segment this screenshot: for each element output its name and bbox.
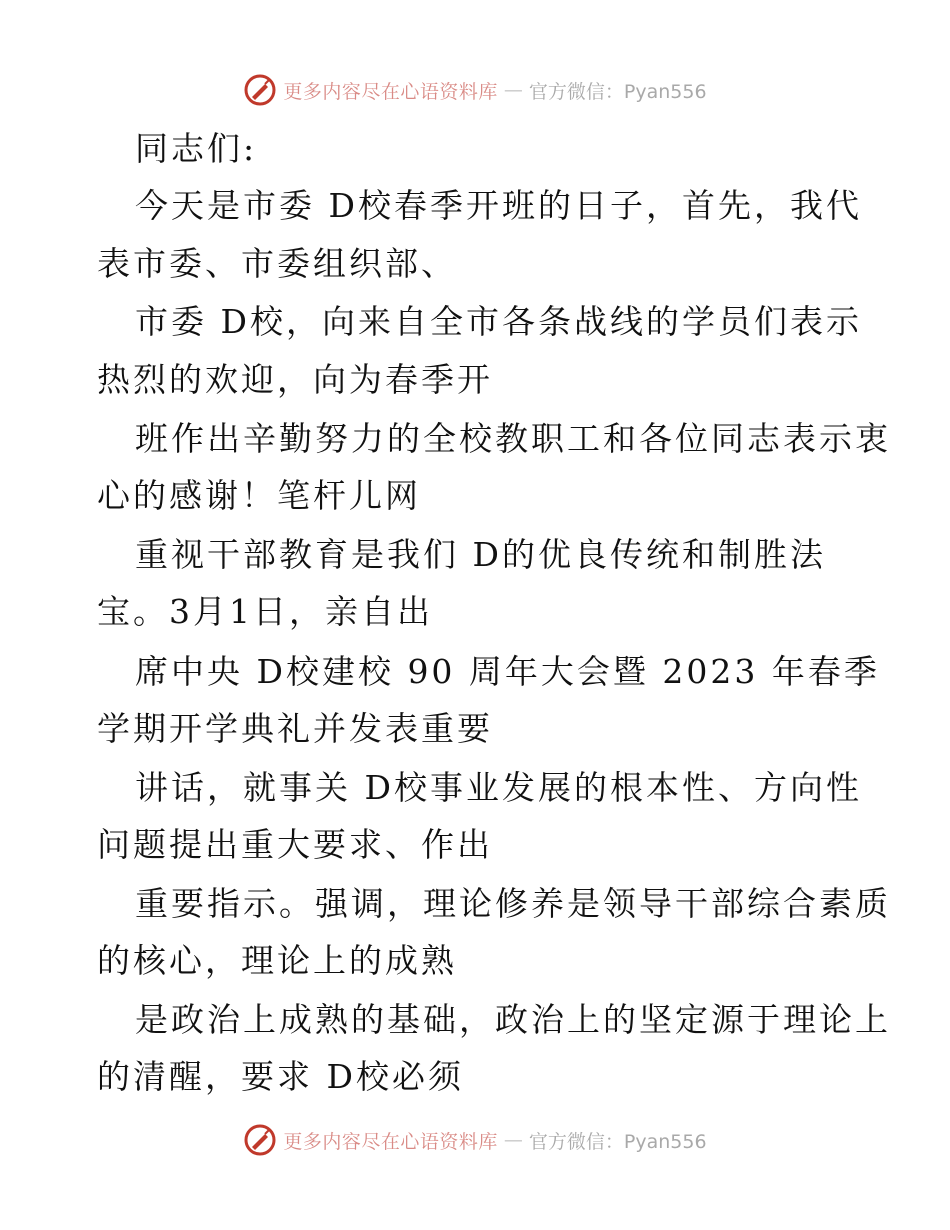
body-line: 的核心，理论上的成熟 — [97, 941, 457, 980]
body-line: 问题提出重大要求、作出 — [97, 825, 493, 864]
body-line: 宝。3月1日，亲自出 — [97, 592, 433, 631]
watermark-brand: 更多内容尽在心语资料库 — [283, 1130, 498, 1153]
pen-circle-icon — [243, 73, 277, 107]
watermark-separator: — — [503, 79, 523, 101]
header-watermark — [0, 72, 950, 108]
watermark-wechat: 官方微信：Pyan556 — [528, 80, 707, 103]
pen-circle-icon — [243, 1123, 277, 1157]
body-line: 讲话，就事关 D校事业发展的根本性、方向性 — [135, 768, 862, 807]
body-line: 是政治上成熟的基础，政治上的坚定源于理论上 — [135, 1000, 891, 1039]
watermark-separator: — — [503, 1129, 523, 1151]
body-line: 重视干部教育是我们 D的优良传统和制胜法 — [135, 535, 826, 574]
body-line: 重要指示。强调，理论修养是领导干部综合素质 — [135, 884, 891, 923]
watermark-wechat: 官方微信：Pyan556 — [528, 1130, 707, 1153]
body-line: 学期开学典礼并发表重要 — [97, 709, 493, 748]
body-line: 表市委、市委组织部、 — [97, 244, 457, 283]
body-line: 热烈的欢迎，向为春季开 — [97, 360, 493, 399]
body-line: 同志们: — [135, 129, 258, 168]
body-line: 席中央 D校建校 90 周年大会暨 2023 年春季 — [135, 652, 880, 691]
footer-watermark — [0, 1122, 950, 1158]
body-line: 心的感谢！笔杆儿网 — [97, 476, 421, 515]
body-line: 班作出辛勤努力的全校教职工和各位同志表示衷 — [135, 419, 891, 458]
watermark-brand: 更多内容尽在心语资料库 — [283, 80, 498, 103]
body-line: 今天是市委 D校春季开班的日子，首先，我代 — [135, 186, 862, 225]
body-line: 市委 D校，向来自全市各条战线的学员们表示 — [135, 302, 862, 341]
body-line: 的清醒，要求 D校必须 — [97, 1057, 464, 1096]
